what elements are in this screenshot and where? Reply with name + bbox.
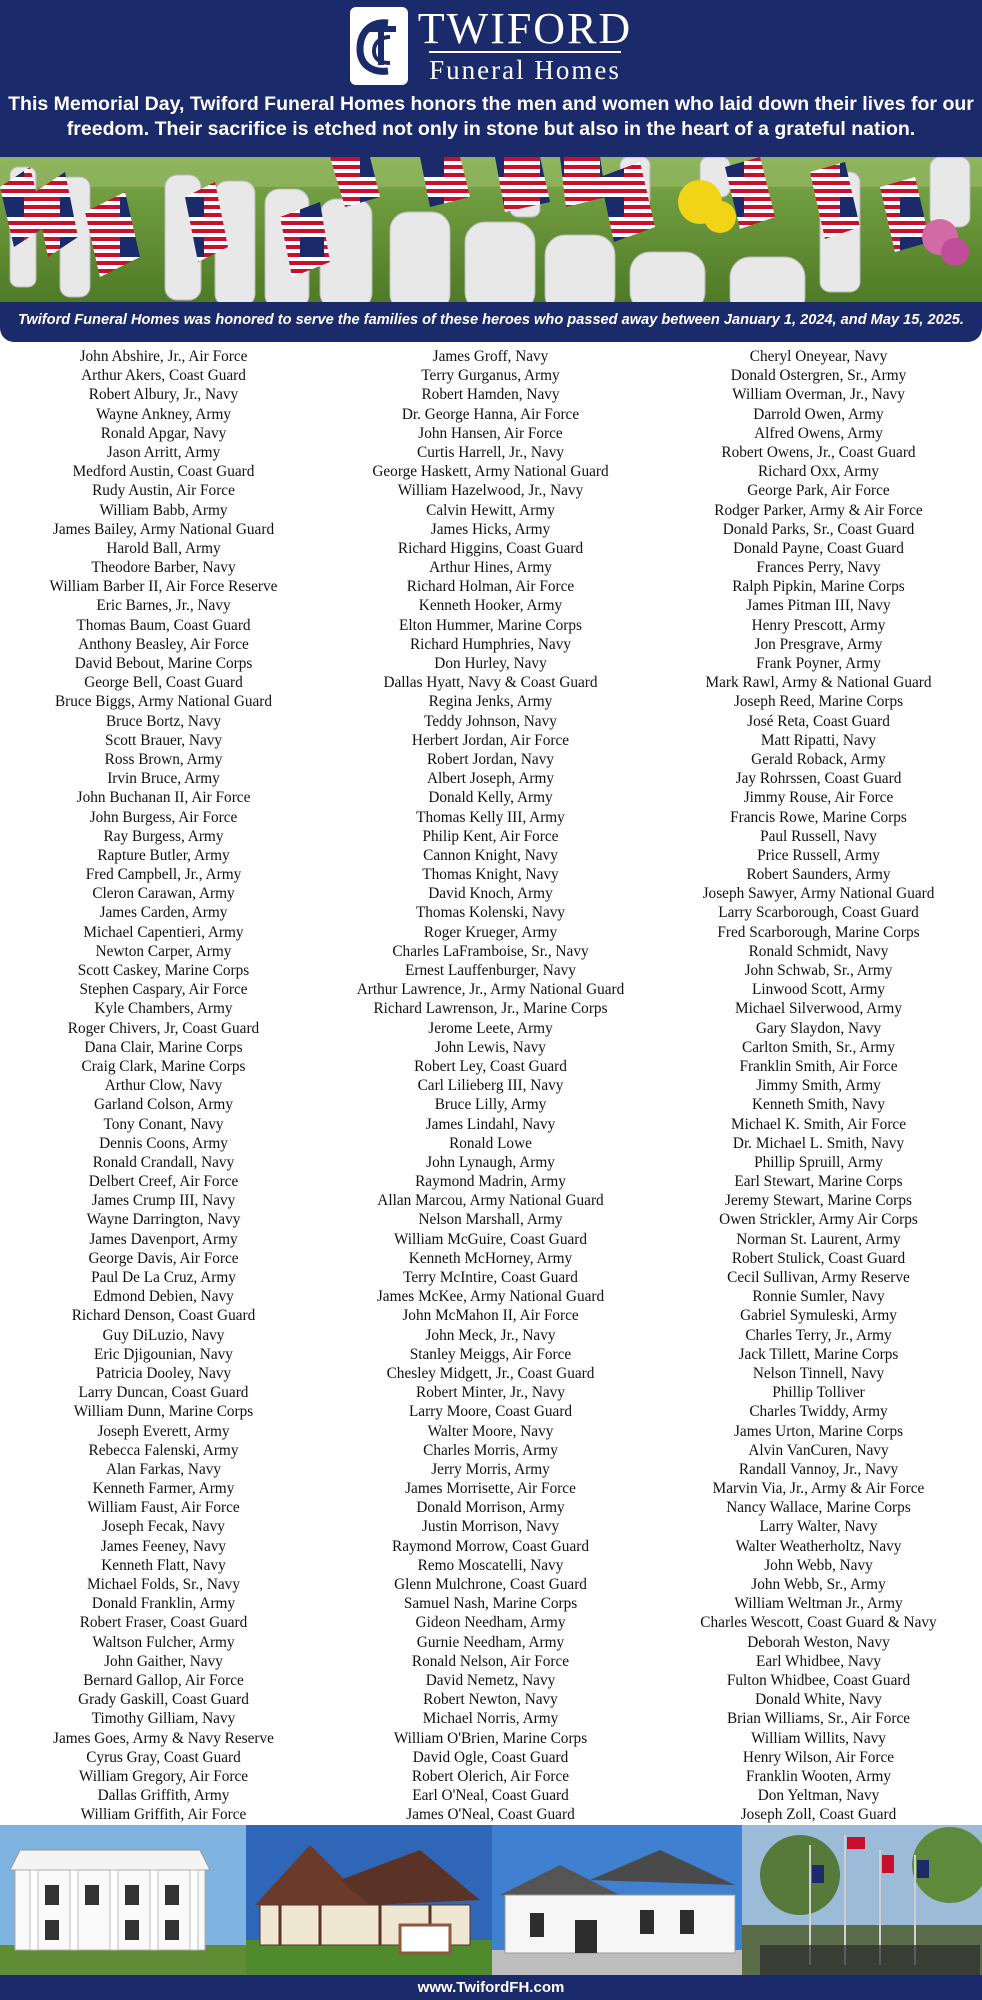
honoree-name: George Haskett, Army National Guard [372,463,609,481]
funeral-home-photos [0,1825,982,1975]
honoree-name: Rudy Austin, Air Force [92,482,235,500]
honoree-name: Curtis Harrell, Jr., Navy [417,443,564,461]
honoree-name: Brian Williams, Sr., Air Force [726,1710,911,1728]
brand-subtitle: Funeral Homes [429,51,621,85]
honoree-name: Donald Franklin, Army [91,1595,236,1613]
honoree-name: Jerome Leete, Army [428,1019,553,1037]
white-chapel-photo [492,1825,742,1975]
honoree-name: Glenn Mulchrone, Coast Guard [394,1576,587,1593]
honoree-name: Franklin Wooten, Army [745,1767,892,1785]
honoree-name: Harold Ball, Army [106,539,221,557]
honoree-name: Stephen Caspary, Air Force [79,981,248,999]
honoree-name: William Weltman Jr., Army [734,1595,903,1613]
honoree-name: William O'Brien, Marine Corps [393,1729,588,1747]
honoree-name: Jerry Morris, Army [431,1460,550,1478]
honoree-name: Charles LaFramboise, Sr., Navy [392,942,589,960]
honoree-name: Donald Kelly, Army [428,789,553,807]
honoree-name: Thomas Baum, Coast Guard [76,616,251,634]
honoree-name: Joseph Reed, Marine Corps [733,693,904,711]
honoree-name: James Urton, Marine Corps [733,1422,904,1440]
honoree-name: Donald Parks, Sr., Coast Guard [722,520,915,538]
honoree-name: Rodger Parker, Army & Air Force [714,501,923,519]
honoree-name: Arthur Akers, Coast Guard [81,367,246,385]
honoree-name: Walter Weatherholtz, Navy [735,1537,902,1555]
honoree-name: George Davis, Air Force [88,1249,239,1267]
honoree-name: Arthur Hines, Army [429,559,552,577]
honoree-name: John Gaither, Navy [104,1652,223,1670]
honoree-name: Remo Moscatelli, Navy [417,1556,564,1574]
honoree-name: John Webb, Sr., Army [751,1576,886,1593]
honoree-name: Nelson Marshall, Army [418,1211,563,1229]
honoree-name: John Abshire, Jr., Air Force [79,348,248,365]
honoree-name: Grady Gaskill, Coast Guard [78,1691,249,1709]
honoree-name: Calvin Hewitt, Army [426,501,555,519]
honoree-name: Deborah Weston, Navy [747,1633,890,1651]
honoree-name: John Webb, Navy [764,1556,873,1574]
honoree-name: Edmond Debien, Navy [93,1288,234,1306]
honoree-name: Raymond Madrin, Army [415,1173,566,1191]
honoree-name: Richard Oxx, Army [757,463,880,481]
honoree-name: William Gregory, Air Force [78,1767,249,1785]
honoree-name: James Groff, Navy [432,348,549,365]
honoree-name: Scott Caskey, Marine Corps [77,962,250,979]
names-column-1 [0,347,327,1824]
honoree-name: William Hazelwood, Jr., Navy [397,482,584,500]
honoree-name: James Feeney, Navy [100,1537,227,1555]
honoree-name: José Reta, Coast Guard [747,712,890,730]
honoree-name: Delbert Creef, Air Force [88,1173,239,1191]
honoree-name: Donald White, Navy [755,1691,882,1709]
honoree-name: James O'Neal, Coast Guard [406,1806,575,1824]
twiford-logo-icon [350,7,408,85]
served-families-heading: Twiford Funeral Homes was honored to serve the families of these heroes who passed away between January 1, 2024, and May 15, 2025. [0,302,982,342]
names-column-3 [655,347,982,1824]
honoree-name: Kenneth Smith, Navy [752,1096,885,1114]
honoree-name: Garland Colson, Army [94,1096,233,1114]
honoree-name: Richard Humphries, Navy [409,635,571,653]
honoree-name: Don Hurley, Navy [434,655,547,672]
honoree-name: Rapture Butler, Army [97,846,230,864]
honoree-name: Carlton Smith, Sr., Army [742,1038,895,1056]
website-link[interactable]: www.TwifordFH.com [417,1979,565,1996]
honoree-name: Phillip Spruill, Army [754,1153,883,1171]
honoree-name: Guy DiLuzio, Navy [102,1326,225,1344]
honoree-name: Terry Gurganus, Army [421,367,560,385]
honoree-name: Francis Rowe, Marine Corps [730,808,907,826]
honoree-name: Larry Duncan, Coast Guard [78,1384,249,1402]
honoree-name: William Babb, Army [99,501,228,519]
honoree-name: Thomas Kolenski, Navy [415,904,566,922]
honoree-name: Earl O'Neal, Coast Guard [412,1787,569,1805]
honoree-name: Chesley Midgett, Jr., Coast Guard [386,1364,595,1382]
honoree-name: Michael K. Smith, Air Force [730,1115,907,1133]
honoree-name: Jack Tillett, Marine Corps [738,1345,899,1363]
honoree-name: Regina Jenks, Army [428,693,553,711]
honoree-name: Larry Moore, Coast Guard [408,1403,573,1421]
honoree-name: Frances Perry, Navy [756,559,881,577]
honoree-name: Raymond Morrow, Coast Guard [392,1537,589,1555]
honoree-name: Cleron Carawan, Army [92,885,235,903]
honoree-name: Ralph Pipkin, Marine Corps [732,578,905,596]
honoree-name: Ronnie Sumler, Navy [752,1288,885,1306]
honoree-name: Robert Jordan, Navy [426,750,555,768]
honoree-name: Tony Conant, Navy [103,1115,224,1133]
honoree-name: Michael Norris, Army [422,1710,559,1728]
honoree-name: Darrold Owen, Army [753,405,884,423]
honoree-name: Thomas Knight, Navy [422,866,559,884]
honoree-name: Charles Morris, Army [423,1441,558,1459]
honoree-name: Bernard Gallop, Air Force [83,1671,244,1689]
honoree-name: John Meck, Jr., Navy [425,1326,556,1344]
honoree-name: Paul Russell, Navy [760,827,877,845]
honoree-name: Robert Fraser, Coast Guard [79,1614,248,1632]
honoree-name: Fulton Whidbee, Coast Guard [726,1671,911,1689]
honoree-name: Fred Scarborough, Marine Corps [717,923,920,941]
honoree-name: Justin Morrison, Navy [421,1518,560,1536]
honoree-name: Linwood Scott, Army [752,981,885,999]
honoree-name: Alfred Owens, Army [754,424,883,442]
honoree-name: Cheryl Oneyear, Navy [749,348,888,365]
names-column-2 [327,347,654,1824]
honoree-name: Dallas Hyatt, Navy & Coast Guard [383,674,598,692]
honoree-name: James Hicks, Army [430,520,551,538]
honoree-name: Ronald Nelson, Air Force [411,1652,570,1670]
honoree-name: Owen Strickler, Army Air Corps [719,1211,918,1229]
honoree-name: Matt Ripatti, Navy [760,731,877,749]
honoree-name: Ronald Crandall, Navy [92,1153,235,1171]
honoree-name: Cannon Knight, Navy [423,846,558,864]
honoree-name: John Lynaugh, Army [426,1153,555,1171]
honoree-name: Richard Holman, Air Force [406,578,575,596]
honoree-name: Albert Joseph, Army [426,770,555,788]
honoree-name: Elton Hummer, Marine Corps [399,616,582,634]
honoree-name: Gurnie Needham, Army [416,1633,565,1651]
cemetery-flags-photo [0,157,982,302]
honoree-name: Jimmy Rouse, Air Force [743,789,894,807]
honoree-name: Medford Austin, Coast Guard [72,463,255,481]
honoree-name: Charles Twiddy, Army [749,1403,888,1421]
honoree-name: James McKee, Army National Guard [376,1288,605,1306]
honoree-name: William Faust, Air Force [87,1499,240,1517]
honoree-name: Gideon Needham, Army [415,1614,566,1632]
honoree-name: Eric Djigounian, Navy [94,1345,233,1363]
honoree-name: Robert Saunders, Army [746,866,891,884]
honoree-name: John McMahon II, Air Force [402,1307,579,1325]
honoree-name: Larry Walter, Navy [759,1518,878,1536]
honoree-name: George Bell, Coast Guard [84,674,243,692]
honoree-name: Joseph Everett, Army [97,1422,230,1440]
honoree-name: Wayne Darrington, Navy [86,1211,241,1229]
honoree-name: Kenneth McHorney, Army [408,1249,573,1267]
honoree-name: Teddy Johnson, Navy [424,712,557,730]
honoree-name: Thomas Kelly III, Army [416,808,565,826]
honoree-name: George Park, Air Force [747,482,890,500]
honoree-name: Scott Brauer, Navy [104,731,223,749]
honoree-name: Kenneth Flatt, Navy [101,1556,226,1574]
honoree-name: Robert Hamden, Navy [421,386,560,404]
honoree-name: Kenneth Farmer, Army [92,1480,235,1498]
honoree-name: James Pitman III, Navy [746,597,891,615]
honoree-name: Jason Arritt, Army [106,443,221,461]
honoree-name: William Barber II, Air Force Reserve [49,578,278,596]
honoree-name: Michael Folds, Sr., Navy [87,1576,240,1593]
honoree-name: James Davenport, Army [89,1230,238,1248]
honoree-name: Joseph Fecak, Navy [102,1518,225,1536]
honoree-name: Robert Albury, Jr., Navy [88,386,239,404]
honoree-name: Dr. Michael L. Smith, Navy [732,1134,905,1152]
logo [0,6,982,86]
honoree-name: James Bailey, Army National Guard [52,520,275,538]
intro-text: This Memorial Day, Twiford Funeral Homes honors the men and women who laid down their lives for our freedom. Their sacrifice is etched not only in stone but also in the heart of a grateful nation. [8,93,974,140]
honoree-name: Patricia Dooley, Navy [95,1364,232,1382]
honoree-name: Alvin VanCuren, Navy [748,1441,889,1459]
honoree-name: Kenneth Hooker, Army [418,597,563,615]
honoree-name: David Bebout, Marine Corps [74,655,253,672]
honoree-name: Bruce Lilly, Army [434,1096,547,1114]
honoree-name: John Hansen, Air Force [418,424,563,442]
honoree-name: Charles Wescott, Coast Guard & Navy [700,1614,937,1632]
honoree-name: Ray Burgess, Army [103,827,224,845]
honoree-name: Ronald Schmidt, Navy [748,942,889,960]
honoree-name: Fred Campbell, Jr., Army [85,866,242,884]
honoree-name: Richard Denson, Coast Guard [71,1307,256,1325]
honoree-name: Gerald Roback, Army [751,750,886,768]
honoree-name: Robert Stulick, Coast Guard [731,1249,906,1267]
honoree-name: Wayne Ankney, Army [96,405,231,423]
honoree-name: Arthur Clow, Navy [104,1077,223,1095]
honoree-name: Richard Lawrenson, Jr., Marine Corps [373,1000,608,1018]
honoree-name: Charles Terry, Jr., Army [745,1326,892,1344]
honoree-name: John Schwab, Sr., Army [744,962,893,979]
honoree-name: Frank Poyner, Army [756,655,881,672]
honoree-name: Carl Lilieberg III, Navy [417,1077,564,1095]
colonial-home-photo [0,1825,246,1975]
honoree-name: John Lewis, Navy [435,1038,546,1056]
honoree-name: James Morrisette, Air Force [405,1480,576,1498]
honoree-name: Ross Brown, Army [104,750,223,768]
honoree-name: Gary Slaydon, Navy [755,1019,882,1037]
honoree-name: Michael Capentieri, Army [83,923,244,941]
honoree-name: Paul De La Cruz, Army [91,1269,236,1286]
honoree-name: Alan Farkas, Navy [105,1460,222,1478]
honoree-name: Price Russell, Army [757,846,880,864]
honoree-name: James Goes, Army & Navy Reserve [53,1729,274,1747]
honoree-name: Samuel Nash, Marine Corps [403,1595,578,1613]
honoree-name: Waltson Fulcher, Army [92,1633,235,1651]
website-footer [0,1975,982,2000]
brand-name: TWIFORD [417,4,633,53]
honoree-name: James Crump III, Navy [91,1192,236,1210]
honoree-name: Donald Ostergren, Sr., Army [730,367,907,385]
honoree-name: Bruce Biggs, Army National Guard [54,693,273,711]
honored-names-list [0,347,982,1825]
honoree-name: Nelson Tinnell, Navy [752,1364,885,1382]
header [0,0,982,157]
honoree-name: Dr. George Hanna, Air Force [401,405,580,423]
honoree-name: Norman St. Laurent, Army [736,1230,901,1248]
honoree-name: Earl Stewart, Marine Corps [734,1173,903,1191]
honoree-name: Robert Ley, Coast Guard [414,1057,567,1075]
honoree-name: Earl Whidbee, Navy [755,1652,882,1670]
honoree-name: Theodore Barber, Navy [91,559,236,577]
honoree-name: Terry McIntire, Coast Guard [403,1269,578,1286]
honoree-name: Larry Scarborough, Coast Guard [718,904,919,922]
honoree-name: Dana Clair, Marine Corps [84,1038,243,1056]
honoree-name: Ernest Lauffenburger, Navy [405,962,576,979]
honoree-name: Kyle Chambers, Army [94,1000,233,1018]
honoree-name: Don Yeltman, Navy [757,1787,880,1805]
honoree-name: Cecil Sullivan, Army Reserve [727,1269,910,1286]
honoree-name: David Nemetz, Navy [425,1671,556,1689]
honoree-name: Randall Vannoy, Jr., Navy [738,1460,899,1478]
flags-ceremony-photo [742,1825,982,1975]
honoree-name: Dennis Coons, Army [99,1134,228,1152]
honoree-name: Irvin Bruce, Army [107,770,220,788]
honoree-name: Stanley Meiggs, Air Force [409,1345,572,1363]
honoree-name: Henry Wilson, Air Force [742,1748,895,1766]
tudor-home-photo [246,1825,492,1975]
honoree-name: Walter Moore, Navy [427,1422,554,1440]
honoree-name: Jeremy Stewart, Marine Corps [725,1192,912,1210]
honoree-name: Joseph Zoll, Coast Guard [740,1806,897,1824]
honoree-name: Donald Payne, Coast Guard [733,539,904,557]
honoree-name: Allan Marcou, Army National Guard [377,1192,604,1210]
honoree-name: Timothy Gilliam, Navy [91,1710,236,1728]
honoree-name: Gabriel Symuleski, Army [740,1307,897,1325]
honoree-name: Jimmy Smith, Army [756,1077,881,1095]
honoree-name: Joseph Sawyer, Army National Guard [702,885,935,903]
honoree-name: David Knoch, Army [428,885,553,903]
honoree-name: Rebecca Falenski, Army [88,1441,239,1459]
honoree-name: Philip Kent, Air Force [422,827,559,845]
honoree-name: Robert Olerich, Air Force [411,1767,570,1785]
honoree-name: Marvin Via, Jr., Army & Air Force [712,1480,925,1498]
honoree-name: Eric Barnes, Jr., Navy [96,597,231,615]
honoree-name: Phillip Tolliver [772,1384,865,1402]
honoree-name: Robert Minter, Jr., Navy [416,1384,565,1402]
honoree-name: William Overman, Jr., Navy [732,386,905,404]
honoree-name: James Carden, Army [99,904,228,922]
honoree-name: Robert Owens, Jr., Coast Guard [721,443,916,461]
honoree-name: Roger Chivers, Jr, Coast Guard [67,1019,260,1037]
honoree-name: William McGuire, Coast Guard [393,1230,588,1248]
honoree-name: Nancy Wallace, Marine Corps [726,1499,911,1517]
honoree-name: Bruce Bortz, Navy [105,712,222,730]
honoree-name: Franklin Smith, Air Force [739,1057,898,1075]
honoree-name: Craig Clark, Marine Corps [81,1057,246,1075]
honoree-name: Michael Silverwood, Army [735,1000,902,1018]
honoree-name: Henry Prescott, Army [751,616,886,634]
honoree-name: Jay Rohrssen, Coast Guard [735,770,902,788]
honoree-name: Anthony Beasley, Air Force [78,635,249,653]
honoree-name: Jon Presgrave, Army [754,635,883,653]
honoree-name: Roger Krueger, Army [423,923,558,941]
honoree-name: Donald Morrison, Army [416,1499,565,1517]
honoree-name: Herbert Jordan, Air Force [411,731,570,749]
honoree-name: Robert Newton, Navy [423,1691,558,1709]
honoree-name: Mark Rawl, Army & National Guard [705,674,932,692]
honoree-name: David Ogle, Coast Guard [412,1748,569,1766]
honoree-name: William Willits, Navy [751,1729,886,1747]
honoree-name: Ronald Lowe [449,1134,532,1152]
honoree-name: John Buchanan II, Air Force [76,789,251,807]
honoree-name: Richard Higgins, Coast Guard [397,539,584,557]
honoree-name: John Burgess, Air Force [89,808,238,826]
honoree-name: William Griffith, Air Force [80,1806,247,1824]
honoree-name: Ronald Apgar, Navy [100,424,227,442]
honoree-name: Dallas Griffith, Army [97,1787,230,1805]
honoree-name: Newton Carper, Army [95,942,232,960]
honoree-name: Cyrus Gray, Coast Guard [86,1748,241,1766]
honoree-name: Arthur Lawrence, Jr., Army National Guard [356,981,625,999]
honoree-name: James Lindahl, Navy [425,1115,556,1133]
honoree-name: William Dunn, Marine Corps [73,1403,254,1421]
